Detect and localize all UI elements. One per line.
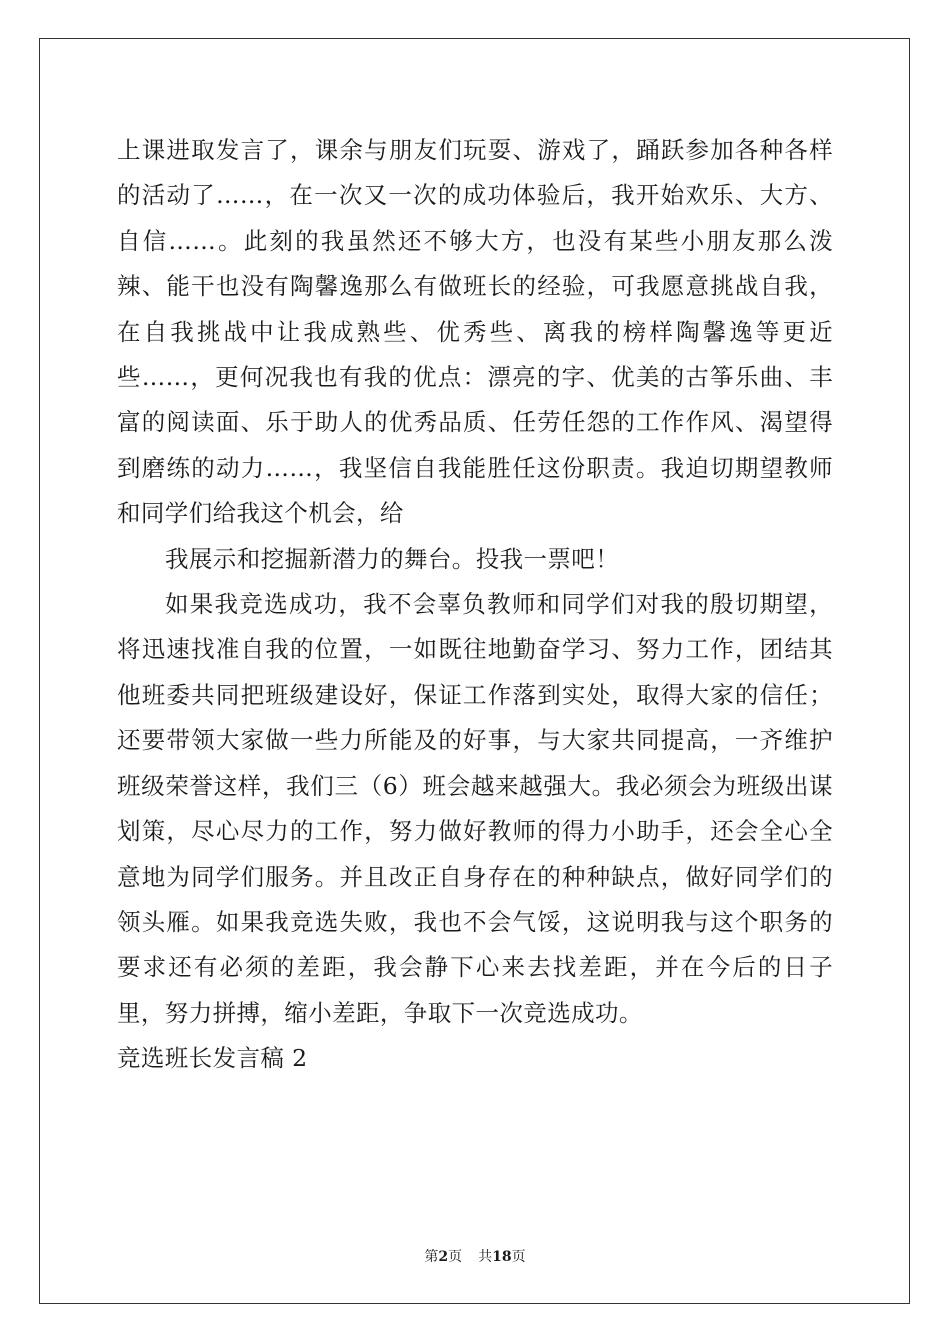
section-heading: 竞选班长发言稿 2	[117, 1044, 308, 1073]
page-footer	[0, 1248, 950, 1266]
paragraph-3: 如果我竞选成功，我不会辜负教师和同学们对我的殷切期望，将迅速找准自我的位置，一如既往地勤奋学习、努力工作，团结其他班委共同把班级建设好，保证工作落到实处，取得大家的信任；还要带领大家做一些力所能及的好事，与大家共同提高，一齐维护班级荣誉这样，我们三（6）班会越来越强大。我必须会为班级出谋划策，尽心尽力的工作，努力做好教师的得力小助手，还会全心全意地为同学们服务。并且改正自身存在的种种缺点，做好同学们的领头雁。如果我竞选失败，我也不会气馁，这说明我与这个职务的要求还有必须的差距，我会静下心来去找差距，并在今后的日子里，努力拼搏，缩小差距，争取下一次竞选成功。	[117, 590, 833, 1027]
total-prefix: 共	[478, 1249, 493, 1265]
paragraph-2: 我展示和挖掘新潜力的舞台。投我一票吧！	[165, 544, 620, 573]
total-suffix: 页	[511, 1249, 526, 1265]
page-suffix: 页	[448, 1249, 463, 1265]
document-body	[117, 128, 833, 1082]
total-pages: 18	[492, 1249, 512, 1265]
page-prefix: 第	[424, 1249, 439, 1265]
page-number: 2	[438, 1249, 449, 1265]
paragraph-1: 上课进取发言了，课余与朋友们玩耍、游戏了，踊跃参加各种各样的活动了……，在一次又一次的成功体验后，我开始欢乐、大方、自信……。此刻的我虽然还不够大方，也没有某些小朋友那么泼辣、能干也没有陶馨逸那么有做班长的经验，可我愿意挑战自我，在自我挑战中让我成熟些、优秀些、离我的榜样陶馨逸等更近些……，更何况我也有我的优点：漂亮的字、优美的古筝乐曲、丰富的阅读面、乐于助人的优秀品质、任劳任怨的工作作风、渴望得到磨练的动力……，我坚信自我能胜任这份职责。我迫切期望教师和同学们给我这个机会，给	[117, 136, 833, 528]
